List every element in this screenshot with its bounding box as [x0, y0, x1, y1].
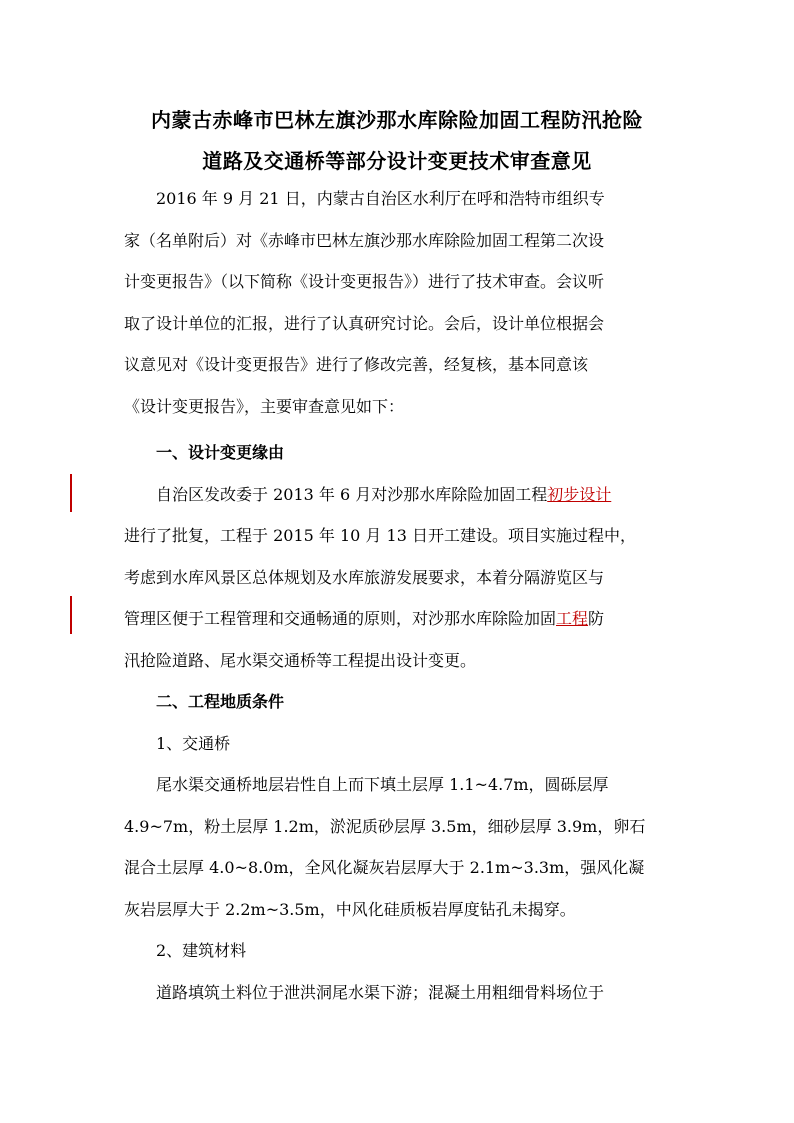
section-2: [124, 681, 684, 1013]
intro-line-1: 2016 年 9 月 21 日，内蒙古自治区水利厅在呼和浩特市组织专: [156, 189, 605, 208]
section-1: [124, 432, 684, 681]
revision-bar-1: [70, 474, 72, 512]
section-1-line-5: 汛抢险道路、尾水渠交通桥等工程提出设计变更。: [124, 650, 477, 670]
section-2-heading: 二、工程地质条件: [156, 692, 285, 711]
revision-bar-2: [70, 596, 72, 634]
section-1-line-4-tail: 防: [588, 609, 605, 628]
section-2-sub-1-line-4: 灰岩层厚大于 2.2m~3.5m，中风化硅质板岩厚度钻孔未揭穿。: [124, 899, 576, 919]
intro-line-2: 家（名单附后）对《赤峰市巴林左旗沙那水库除险加固工程第二次设: [124, 230, 605, 250]
section-1-line-3: 考虑到水库风景区总体规划及水库旅游发展要求，本着分隔游览区与: [124, 567, 605, 587]
section-2-sub-1-line-3: 混合土层厚 4.0~8.0m，全风化凝灰岩层厚大于 2.1m~3.3m，强风化凝: [124, 858, 645, 877]
section-1-line-1-text: 自治区发改委于 2013 年 6 月对沙那水库除险加固工程: [156, 484, 548, 504]
revision-mark-project: 工程: [556, 609, 589, 628]
section-2-sub-1-line-2: 4.9~7m，粉土层厚 1.2m，淤泥质砂层厚 3.5m，细砂层厚 3.9m，卵石: [124, 816, 646, 836]
section-1-line-2: 进行了批复，工程于 2015 年 10 月 13 日开工建设。项目实施过程中，: [124, 526, 636, 545]
section-2-sub-1-heading: 1、交通桥: [156, 733, 231, 753]
section-2-sub-2-line-1: 道路填筑土料位于泄洪洞尾水渠下游；混凝土用粗细骨料场位于: [156, 982, 605, 1002]
document-title-line-2: 道路及交通桥等部分设计变更技术审查意见: [202, 149, 592, 173]
section-1-line-1: [124, 474, 684, 516]
section-1-line-4: [124, 598, 684, 640]
intro-line-5: 议意见对《设计变更报告》进行了修改完善，经复核，基本同意该: [124, 355, 589, 374]
intro-line-3: 计变更报告》（以下简称《设计变更报告》）进行了技术审查。会议听: [124, 272, 605, 291]
revision-mark-initial-design: 初步设计: [547, 484, 612, 504]
intro-paragraph: [124, 178, 684, 427]
document-title-line-1: 内蒙古赤峰市巴林左旗沙那水库除险加固工程防汛抢险: [151, 108, 643, 132]
section-1-line-4-text: 管理区便于工程管理和交通畅通的原则，对沙那水库除险加固: [124, 609, 557, 628]
intro-line-6: 《设计变更报告》，主要审查意见如下：: [124, 396, 405, 416]
section-2-sub-2-heading: 2、建筑材料: [156, 941, 247, 960]
intro-line-4: 取了设计单位的汇报，进行了认真研究讨论。会后，设计单位根据会: [124, 313, 605, 333]
section-2-sub-1-line-1: 尾水渠交通桥地层岩性自上而下填土层厚 1.1~4.7m，圆砾层厚: [156, 775, 609, 794]
section-1-heading: 一、设计变更缘由: [156, 443, 285, 462]
